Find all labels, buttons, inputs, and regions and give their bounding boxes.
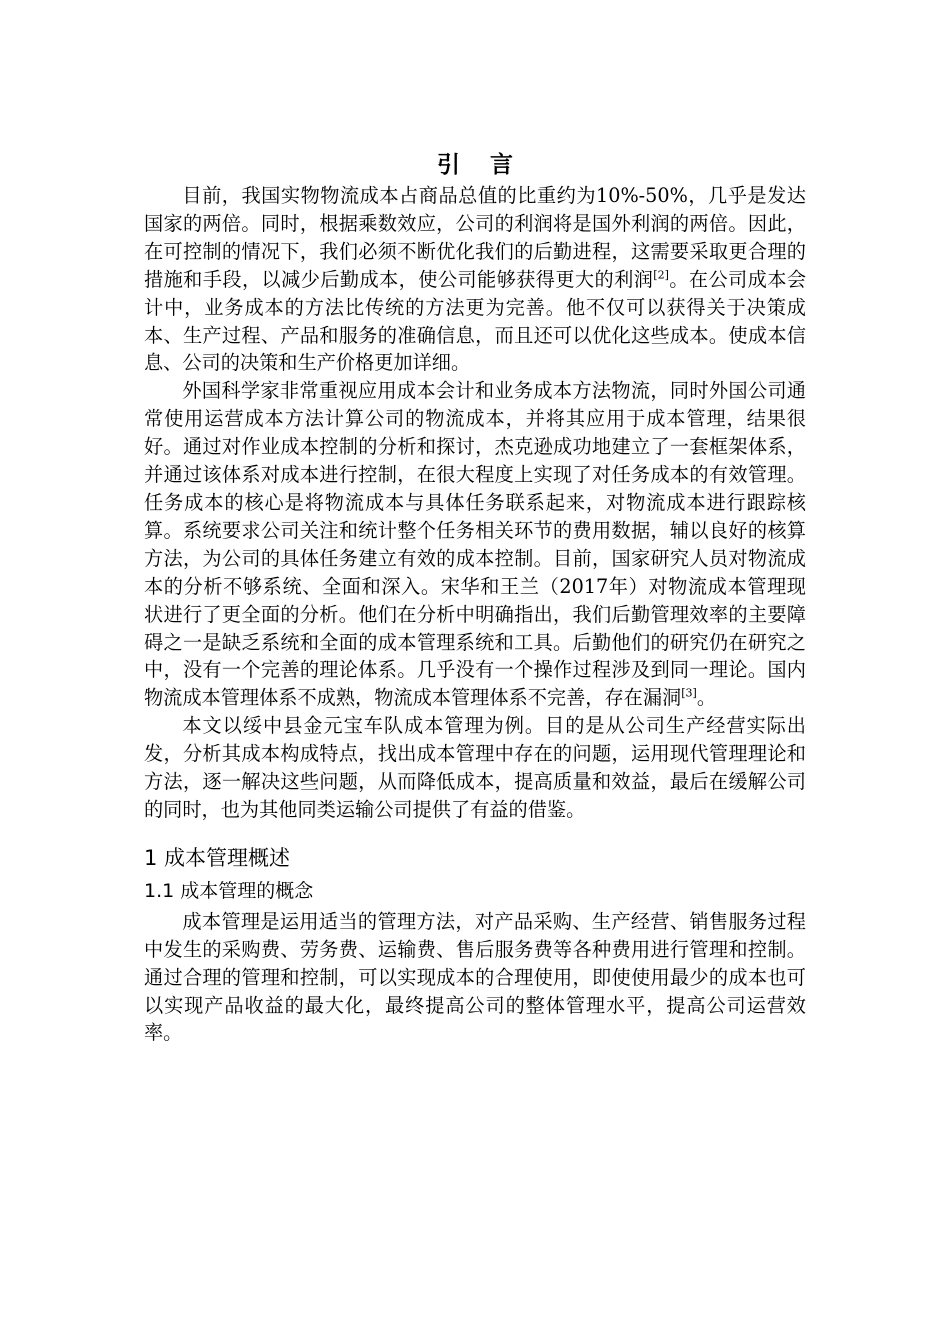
section-1-heading: 1 成本管理概述 — [144, 845, 291, 870]
intro-p1-text-b: 。在公司成本会计中，业务成本的方法比传统的方法更为完善。他不仅可以获得关于决策成本、生产过程、产品和服务的准确信息，而且还可以优化这些成本。使成本信息、公司的决策和生产价格更加详细。 — [144, 267, 807, 375]
citation-ref-2: [2] — [653, 268, 669, 282]
section-1-1-paragraph-1: 成本管理是运用适当的管理方法，对产品采购、生产经营、销售服务过程中发生的采购费、劳务费、运输费、售后服务费等各种费用进行管理和控制。通过合理的管理和控制，可以实现成本的合理使用，即使使用最少的成本也可以实现产品收益的最大化，最终提高公司的整体管理水平，提高公司运营效率。 — [144, 909, 806, 1045]
intro-p1-text-a: 目前，我国实物物流成本占商品总值的比重约为10%-50%，几乎是发达国家的两倍。同时，根据乘数效应，公司的利润将是国外利润的两倍。因此，在可控制的情况下，我们必须不断优化我们的后勤进程，这需要采取更合理的措施和手段，以减少后勤成本，使公司能够获得更大的利润 — [144, 184, 806, 291]
intro-p2-text-b: 。 — [696, 686, 717, 710]
intro-paragraph-1 — [144, 182, 806, 377]
intro-paragraph-3: 本文以绥中县金元宝车队成本管理为例。目的是从公司生产经营实际出发，分析其成本构成特点，找出成本管理中存在的问题，运用现代管理理论和方法，逐一解决这些问题，从而降低成本，提高质量和效益，最后在缓解公司的同时，也为其他同类运输公司提供了有益的借鉴。 — [144, 714, 806, 821]
intro-p2-text-a: 外国科学家非常重视应用成本会计和业务成本方法物流，同时外国公司通常使用运营成本方法计算公司的物流成本，并将其应用于成本管理，结果很好。通过对作业成本控制的分析和探讨，杰克逊成功地建立了一套框架体系，并通过该体系对成本进行控制，在很大程度上实现了对任务成本的有效管理。任务成本的核心是将物流成本与具体任务联系起来，对物流成本进行跟踪核算。系统要求公司关注和统计整个任务相关环节的费用数据，辅以良好的核算方法，为公司的具体任务建立有效的成本控制。目前，国家研究人员对物流成本的分析不够系统、全面和深入。宋华和王兰（2017年）对物流成本管理现状进行了更全面的分析。他们在分析中明确指出，我们后勤管理效率的主要障碍之一是缺乏系统和全面的成本管理系统和工具。后勤他们的研究仍在研究之中，没有一个完善的理论体系。几乎没有一个操作过程涉及到同一理论。国内物流成本管理体系不成熟，物流成本管理体系不完善，存在漏洞 — [144, 379, 806, 710]
page-title: 引言 — [437, 152, 543, 178]
citation-ref-3: [3] — [681, 686, 697, 700]
section-1-1-heading: 1.1 成本管理的概念 — [144, 879, 314, 902]
intro-paragraph-2 — [144, 377, 806, 712]
document-page — [144, 148, 806, 1047]
